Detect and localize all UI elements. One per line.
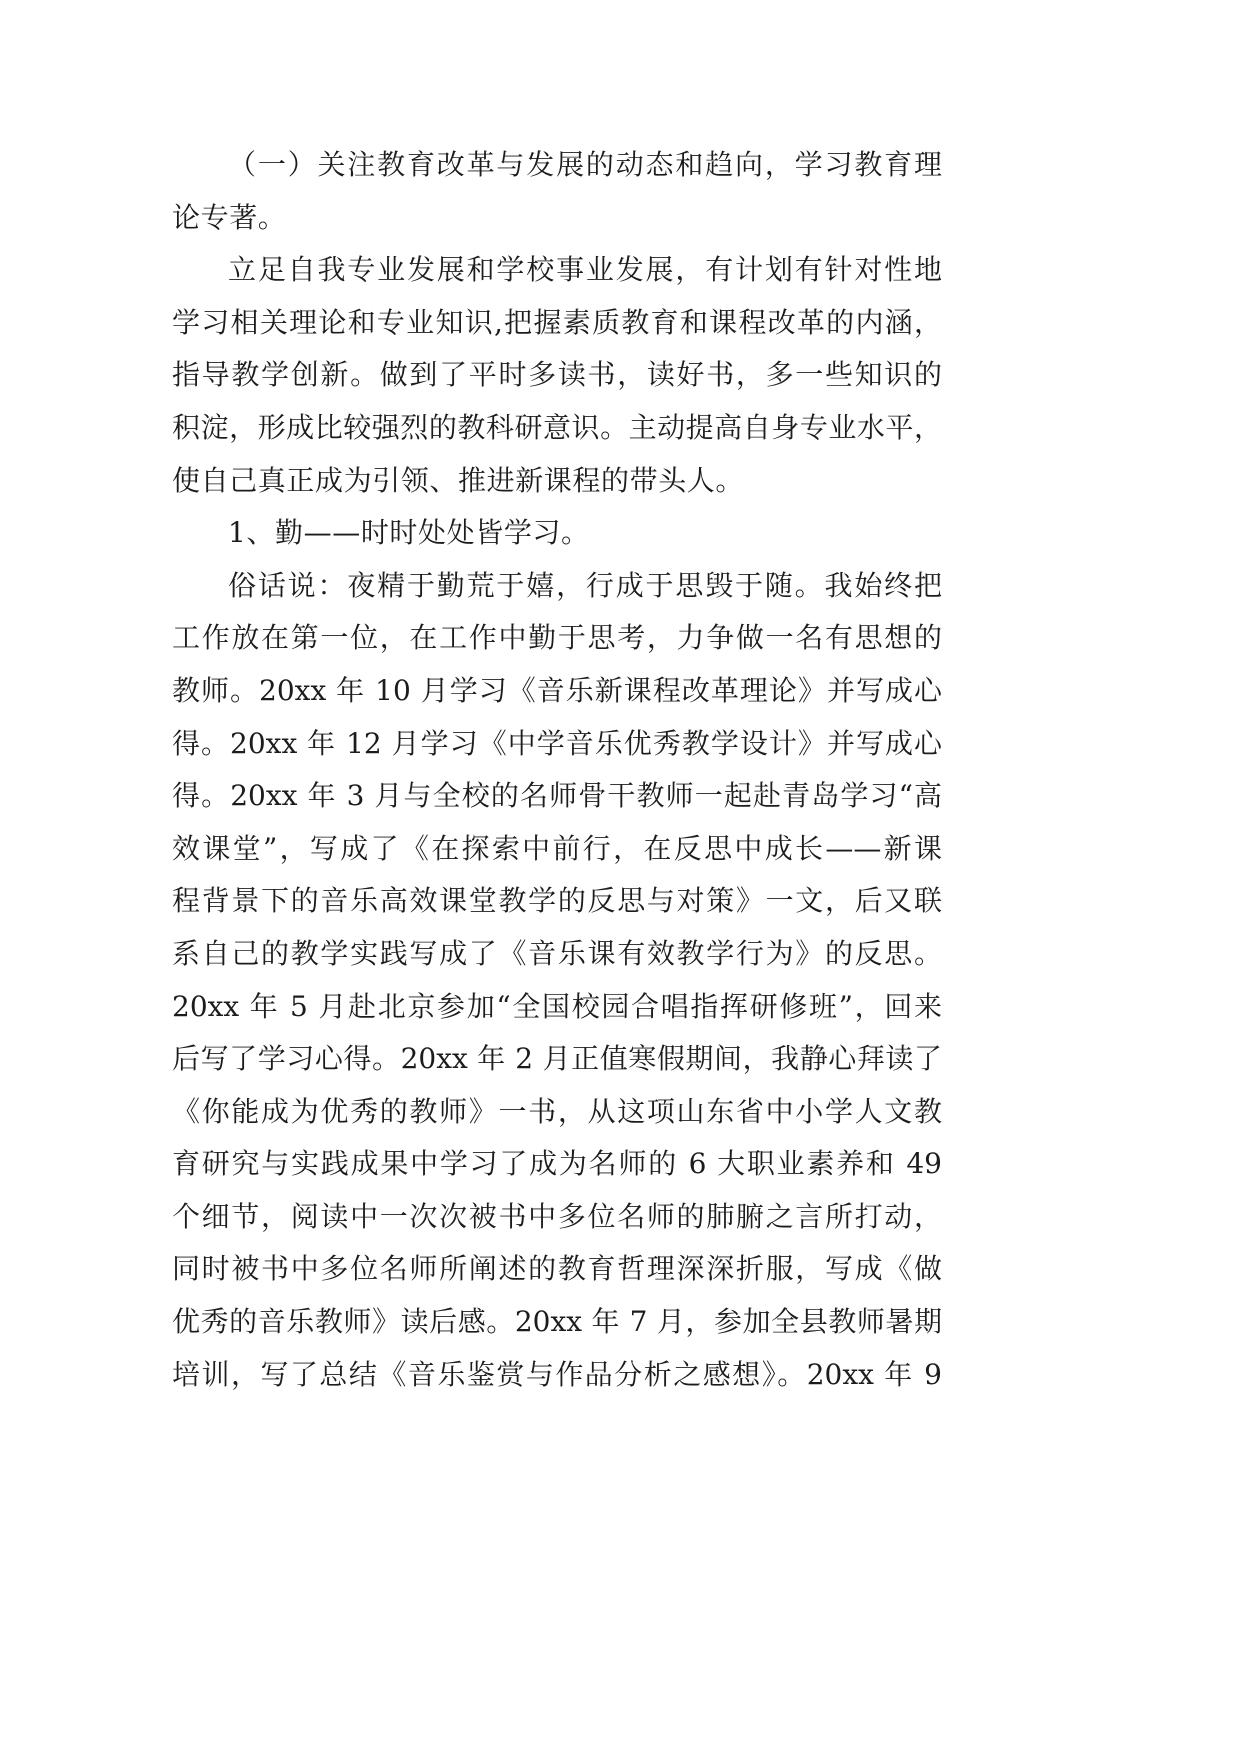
- text-line: 得。20xx 年 3 月与全校的名师骨干教师一起赴青岛学习“高: [172, 779, 942, 813]
- text-line: 工作放在第一位，在工作中勤于思考，力争做一名有思想的: [172, 621, 942, 655]
- text-line: 培训，写了总结《音乐鉴赏与作品分析之感想》。20xx 年 9: [172, 1357, 942, 1391]
- paragraph: [172, 244, 942, 507]
- text-line: 系自己的教学实践写成了《音乐课有效教学行为》的反思。: [172, 936, 942, 970]
- text-line: 积淀，形成比较强烈的教科研意识。主动提高自身专业水平，: [172, 410, 942, 444]
- text-line: 立足自我专业发展和学校事业发展，有计划有针对性地: [228, 253, 942, 287]
- text-line: （一）关注教育改革与发展的动态和趋向，学习教育理: [228, 148, 942, 181]
- text-line: 指导教学创新。做到了平时多读书，读好书，多一些知识的: [172, 358, 942, 392]
- text-line: 优秀的音乐教师》读后感。20xx 年 7 月，参加全县教师暑期: [172, 1305, 942, 1339]
- paragraph: [172, 560, 942, 1402]
- text-line: 个细节，阅读中一次次被书中多位名师的肺腑之言所打动，: [172, 1199, 942, 1233]
- text-line: 效课堂”，写成了《在探索中前行，在反思中成长——新课: [172, 831, 942, 865]
- text-line: 后写了学习心得。20xx 年 2 月正值寒假期间，我静心拜读了: [172, 1042, 942, 1076]
- text-line: 育研究与实践成果中学习了成为名师的 6 大职业素养和 49: [172, 1147, 942, 1181]
- text-line: 教师。20xx 年 10 月学习《音乐新课程改革理论》并写成心: [172, 673, 942, 707]
- paragraph-subheading: [172, 507, 942, 560]
- text-line: 《你能成为优秀的教师》一书，从这项山东省中小学人文教: [172, 1094, 942, 1128]
- text-line: 程背景下的音乐高效课堂教学的反思与对策》一文，后又联: [172, 884, 942, 918]
- text-line: 1、勤——时时处处皆学习。: [228, 516, 590, 550]
- text-line: 俗话说：夜精于勤荒于嬉，行成于思毁于随。我始终把: [228, 568, 942, 602]
- document-body: [172, 139, 942, 1401]
- text-line: 使自己真正成为引领、推进新课程的带头人。: [172, 463, 745, 497]
- text-line: 同时被书中多位名师所阐述的教育哲理深深折服，写成《做: [172, 1252, 942, 1286]
- text-line: 得。20xx 年 12 月学习《中学音乐优秀教学设计》并写成心: [172, 726, 942, 760]
- text-line: 20xx 年 5 月赴北京参加“全国校园合唱指挥研修班”，回来: [172, 989, 942, 1023]
- text-line: 学习相关理论和专业知识,把握素质教育和课程改革的内涵，: [172, 305, 942, 339]
- paragraph-section-heading: [172, 139, 942, 244]
- text-line: 论专著。: [172, 200, 287, 234]
